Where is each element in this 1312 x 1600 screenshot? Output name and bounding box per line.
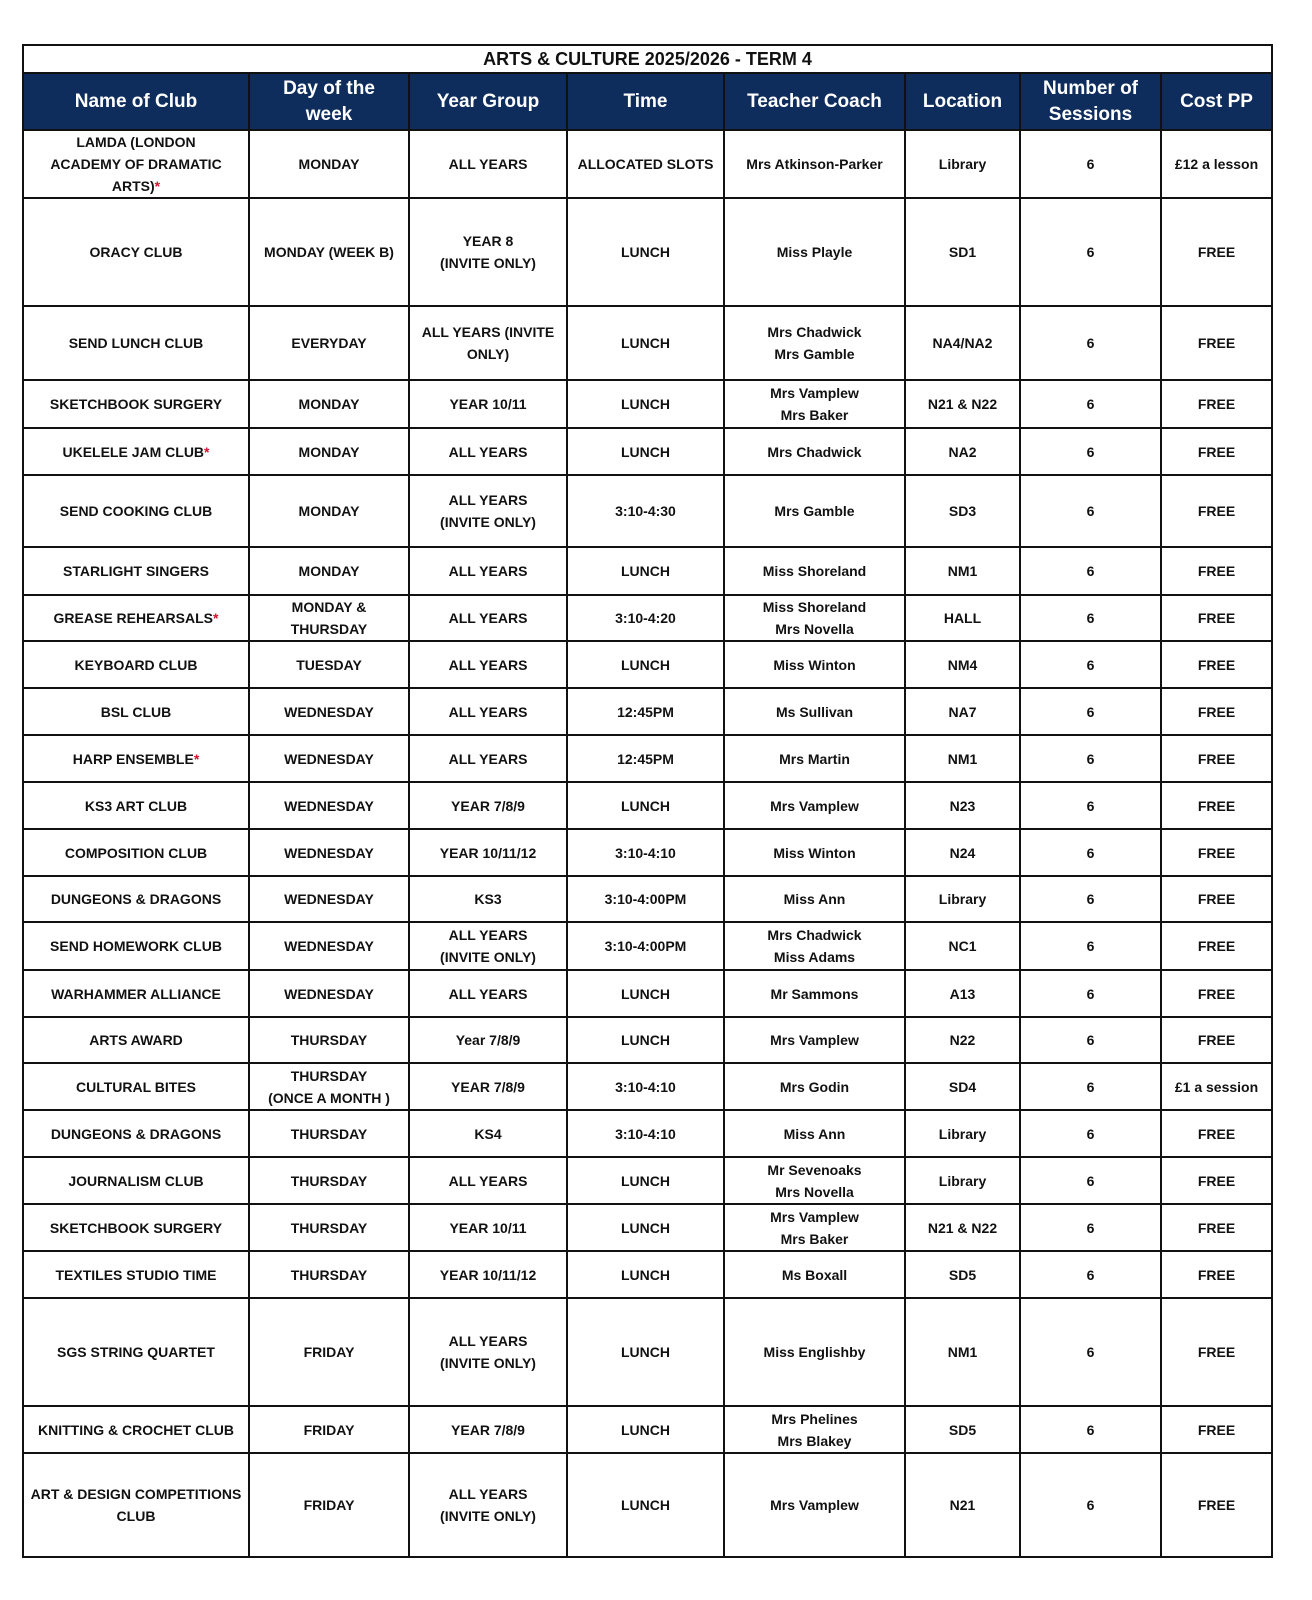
cell-day: THURSDAY — [249, 1017, 409, 1063]
cell-day: FRIDAY — [249, 1453, 409, 1557]
cell-time: LUNCH — [567, 1157, 724, 1204]
cell-time: LUNCH — [567, 306, 724, 380]
cell-cost: £1 a session — [1161, 1063, 1272, 1110]
cell-year-group: ALL YEARS (INVITE ONLY) — [409, 1298, 567, 1406]
table-row — [23, 306, 1272, 380]
cell-year-group: YEAR 7/8/9 — [409, 1406, 567, 1453]
cell-year-group: Year 7/8/9 — [409, 1017, 567, 1063]
cell-day: MONDAY — [249, 380, 409, 428]
club-name-text: KNITTING & CROCHET CLUB — [38, 1421, 234, 1438]
club-name-text: KEYBOARD CLUB — [74, 656, 198, 673]
club-name-text: ORACY CLUB — [89, 244, 183, 260]
cell-club-name — [23, 970, 249, 1017]
cell-year-group: YEAR 10/11/12 — [409, 1251, 567, 1298]
cell-sessions: 6 — [1020, 1406, 1161, 1453]
cell-sessions: 6 — [1020, 876, 1161, 922]
cell-club-name — [23, 1110, 249, 1157]
cell-teacher-coach: Mrs Martin — [724, 735, 905, 782]
cell-time: 3:10-4:30 — [567, 475, 724, 547]
cell-time: LUNCH — [567, 428, 724, 475]
column-header-time: Time — [567, 73, 724, 130]
table-row — [23, 922, 1272, 970]
cell-location: NM1 — [905, 1298, 1020, 1406]
cell-year-group: ALL YEARS — [409, 641, 567, 688]
cell-teacher-coach: Mrs Vamplew — [724, 1017, 905, 1063]
cell-teacher-coach: Miss Ann — [724, 1110, 905, 1157]
cell-club-name — [23, 1251, 249, 1298]
cell-teacher-coach: Mr Sevenoaks Mrs Novella — [724, 1157, 905, 1204]
column-header-day: Day of the week — [249, 73, 409, 130]
club-name-text: UKELELE JAM CLUB — [62, 443, 205, 460]
cell-day: FRIDAY — [249, 1298, 409, 1406]
cell-club-name — [23, 130, 249, 198]
cell-day: MONDAY — [249, 428, 409, 475]
cell-year-group: ALL YEARS — [409, 130, 567, 198]
cell-cost: FREE — [1161, 876, 1272, 922]
table-title: ARTS & CULTURE 2025/2026 - TERM 4 — [23, 45, 1272, 73]
club-name-text: GREASE REHEARSALS — [53, 610, 213, 626]
cell-club-name — [23, 380, 249, 428]
cell-cost: FREE — [1161, 1017, 1272, 1063]
column-header-teacher-coach: Teacher Coach — [724, 73, 905, 130]
cell-cost: FREE — [1161, 1157, 1272, 1204]
cell-club-name — [23, 1017, 249, 1063]
cell-cost: FREE — [1161, 782, 1272, 829]
cell-day: WEDNESDAY — [249, 782, 409, 829]
club-name-text: STARLIGHT SINGERS — [63, 563, 209, 579]
club-name-text: SEND COOKING CLUB — [59, 503, 213, 519]
cell-time: 12:45PM — [567, 688, 724, 735]
cell-club-name — [23, 547, 249, 595]
cell-cost: FREE — [1161, 1453, 1272, 1557]
cell-year-group: YEAR 8 (INVITE ONLY) — [409, 198, 567, 306]
table-row — [23, 782, 1272, 829]
cell-day: MONDAY — [249, 475, 409, 547]
cell-day: MONDAY (WEEK B) — [249, 198, 409, 306]
cell-time: LUNCH — [567, 970, 724, 1017]
cell-day: WEDNESDAY — [249, 735, 409, 782]
cell-location: Library — [905, 1157, 1020, 1204]
cell-teacher-coach: Mrs Vamplew Mrs Baker — [724, 1204, 905, 1251]
cell-cost: FREE — [1161, 547, 1272, 595]
table-row — [23, 1298, 1272, 1406]
cell-year-group: YEAR 7/8/9 — [409, 1063, 567, 1110]
cell-location: N23 — [905, 782, 1020, 829]
cell-day: THURSDAY — [249, 1204, 409, 1251]
cell-teacher-coach: Miss Ann — [724, 876, 905, 922]
table-row — [23, 428, 1272, 475]
cell-teacher-coach: Mrs Chadwick Mrs Gamble — [724, 306, 905, 380]
asterisk-marker: * — [204, 443, 210, 460]
clubs-table — [22, 44, 1273, 1558]
asterisk-marker: * — [193, 750, 200, 767]
cell-time: LUNCH — [567, 1298, 724, 1406]
cell-teacher-coach: Mr Sammons — [724, 970, 905, 1017]
club-name-text: KS3 ART CLUB — [84, 797, 188, 814]
cell-cost: FREE — [1161, 688, 1272, 735]
cell-teacher-coach: Mrs Vamplew — [724, 1453, 905, 1557]
cell-year-group: YEAR 10/11 — [409, 1204, 567, 1251]
cell-sessions: 6 — [1020, 1017, 1161, 1063]
cell-club-name — [23, 876, 249, 922]
cell-year-group: YEAR 10/11/12 — [409, 829, 567, 876]
cell-sessions: 6 — [1020, 735, 1161, 782]
cell-teacher-coach: Mrs Chadwick — [724, 428, 905, 475]
header-row — [23, 73, 1272, 130]
table-row — [23, 1017, 1272, 1063]
cell-time: 3:10-4:10 — [567, 829, 724, 876]
cell-year-group: ALL YEARS — [409, 547, 567, 595]
cell-sessions: 6 — [1020, 428, 1161, 475]
cell-location: Library — [905, 876, 1020, 922]
cell-year-group: KS3 — [409, 876, 567, 922]
cell-time: LUNCH — [567, 1204, 724, 1251]
club-name-text: CULTURAL BITES — [75, 1078, 197, 1095]
cell-teacher-coach: Mrs Atkinson-Parker — [724, 130, 905, 198]
cell-day: MONDAY — [249, 547, 409, 595]
table-row — [23, 970, 1272, 1017]
cell-time: 3:10-4:10 — [567, 1063, 724, 1110]
cell-sessions: 6 — [1020, 547, 1161, 595]
cell-year-group: ALL YEARS (INVITE ONLY) — [409, 922, 567, 970]
cell-day: WEDNESDAY — [249, 876, 409, 922]
asterisk-marker: * — [154, 178, 161, 194]
cell-club-name — [23, 1063, 249, 1110]
cell-time: 3:10-4:20 — [567, 595, 724, 641]
cell-sessions: 6 — [1020, 1063, 1161, 1110]
cell-cost: FREE — [1161, 641, 1272, 688]
cell-teacher-coach: Miss Winton — [724, 641, 905, 688]
cell-location: NC1 — [905, 922, 1020, 970]
cell-day: FRIDAY — [249, 1406, 409, 1453]
cell-teacher-coach: Miss Englishby — [724, 1298, 905, 1406]
cell-time: LUNCH — [567, 547, 724, 595]
cell-year-group: ALL YEARS — [409, 688, 567, 735]
cell-location: NM1 — [905, 735, 1020, 782]
table-row — [23, 1157, 1272, 1204]
cell-sessions: 6 — [1020, 922, 1161, 970]
table-row — [23, 1110, 1272, 1157]
cell-teacher-coach: Mrs Gamble — [724, 475, 905, 547]
cell-club-name — [23, 428, 249, 475]
cell-location: SD4 — [905, 1063, 1020, 1110]
cell-sessions: 6 — [1020, 1453, 1161, 1557]
cell-location: Library — [905, 130, 1020, 198]
cell-location: SD5 — [905, 1251, 1020, 1298]
cell-club-name — [23, 198, 249, 306]
cell-location: N21 & N22 — [905, 1204, 1020, 1251]
table-row — [23, 641, 1272, 688]
cell-time: LUNCH — [567, 1251, 724, 1298]
club-name-text: SEND HOMEWORK CLUB — [50, 938, 222, 954]
column-header-cost: Cost PP — [1161, 73, 1272, 130]
cell-day: WEDNESDAY — [249, 829, 409, 876]
cell-teacher-coach: Ms Sullivan — [724, 688, 905, 735]
cell-day: THURSDAY — [249, 1110, 409, 1157]
table-row — [23, 829, 1272, 876]
cell-location: NM4 — [905, 641, 1020, 688]
cell-cost: FREE — [1161, 595, 1272, 641]
cell-club-name — [23, 306, 249, 380]
cell-location: N24 — [905, 829, 1020, 876]
cell-cost: FREE — [1161, 475, 1272, 547]
club-name-text: HARP ENSEMBLE — [72, 750, 194, 767]
cell-club-name — [23, 782, 249, 829]
table-row — [23, 1453, 1272, 1557]
cell-cost: FREE — [1161, 380, 1272, 428]
cell-year-group: ALL YEARS — [409, 428, 567, 475]
table-row — [23, 688, 1272, 735]
cell-location: N21 — [905, 1453, 1020, 1557]
cell-cost: FREE — [1161, 735, 1272, 782]
cell-year-group: ALL YEARS (INVITE ONLY) — [409, 475, 567, 547]
cell-sessions: 6 — [1020, 130, 1161, 198]
club-name-text: LAMDA (LONDON ACADEMY OF DRAMATIC ARTS) — [50, 134, 222, 194]
cell-time: LUNCH — [567, 1406, 724, 1453]
cell-cost: FREE — [1161, 198, 1272, 306]
club-name-text: SKETCHBOOK SURGERY — [49, 396, 223, 412]
cell-day: TUESDAY — [249, 641, 409, 688]
cell-location: HALL — [905, 595, 1020, 641]
cell-year-group: YEAR 7/8/9 — [409, 782, 567, 829]
cell-time: LUNCH — [567, 641, 724, 688]
cell-day: WEDNESDAY — [249, 922, 409, 970]
club-name-text: BSL CLUB — [100, 703, 172, 720]
table-row — [23, 1063, 1272, 1110]
cell-time: LUNCH — [567, 380, 724, 428]
table-row — [23, 1251, 1272, 1298]
cell-time: 3:10-4:00PM — [567, 876, 724, 922]
club-name-text: SGS STRING QUARTET — [57, 1344, 215, 1360]
table-row — [23, 595, 1272, 641]
cell-year-group: ALL YEARS — [409, 970, 567, 1017]
cell-day: THURSDAY — [249, 1157, 409, 1204]
cell-sessions: 6 — [1020, 1204, 1161, 1251]
club-name-text: DUNGEONS & DRAGONS — [50, 1125, 222, 1142]
cell-location: SD5 — [905, 1406, 1020, 1453]
cell-teacher-coach: Mrs Vamplew — [724, 782, 905, 829]
cell-club-name — [23, 829, 249, 876]
cell-location: A13 — [905, 970, 1020, 1017]
column-header-year-group: Year Group — [409, 73, 567, 130]
cell-time: LUNCH — [567, 1453, 724, 1557]
cell-sessions: 6 — [1020, 1298, 1161, 1406]
cell-teacher-coach: Mrs Phelines Mrs Blakey — [724, 1406, 905, 1453]
cell-sessions: 6 — [1020, 782, 1161, 829]
club-name-text: SKETCHBOOK SURGERY — [49, 1219, 223, 1236]
cell-sessions: 6 — [1020, 1157, 1161, 1204]
cell-time: 3:10-4:10 — [567, 1110, 724, 1157]
table-row — [23, 547, 1272, 595]
cell-club-name — [23, 1298, 249, 1406]
cell-club-name — [23, 1204, 249, 1251]
cell-cost: FREE — [1161, 1204, 1272, 1251]
cell-day: THURSDAY (ONCE A MONTH ) — [249, 1063, 409, 1110]
cell-teacher-coach: Miss Playle — [724, 198, 905, 306]
cell-day: MONDAY & THURSDAY — [249, 595, 409, 641]
column-header-location: Location — [905, 73, 1020, 130]
cell-day: WEDNESDAY — [249, 688, 409, 735]
cell-time: 3:10-4:00PM — [567, 922, 724, 970]
cell-time: LUNCH — [567, 1017, 724, 1063]
cell-club-name — [23, 1406, 249, 1453]
cell-sessions: 6 — [1020, 1110, 1161, 1157]
cell-sessions: 6 — [1020, 475, 1161, 547]
table-row — [23, 876, 1272, 922]
cell-club-name — [23, 1157, 249, 1204]
table-row — [23, 1406, 1272, 1453]
cell-location: SD1 — [905, 198, 1020, 306]
cell-cost: FREE — [1161, 1406, 1272, 1453]
club-name-text: DUNGEONS & DRAGONS — [50, 891, 222, 907]
cell-day: MONDAY — [249, 130, 409, 198]
cell-cost: £12 a lesson — [1161, 130, 1272, 198]
cell-sessions: 6 — [1020, 198, 1161, 306]
club-name-text: SEND LUNCH CLUB — [68, 335, 204, 351]
cell-cost: FREE — [1161, 1298, 1272, 1406]
cell-location: NM1 — [905, 547, 1020, 595]
cell-year-group: ALL YEARS (INVITE ONLY) — [409, 1453, 567, 1557]
club-name-text: COMPOSITION CLUB — [64, 844, 208, 861]
cell-club-name — [23, 688, 249, 735]
cell-time: LUNCH — [567, 198, 724, 306]
cell-location: N22 — [905, 1017, 1020, 1063]
table-row — [23, 735, 1272, 782]
club-name-text: TEXTILES STUDIO TIME — [55, 1266, 217, 1283]
asterisk-marker: * — [213, 610, 219, 626]
cell-year-group: ALL YEARS (INVITE ONLY) — [409, 306, 567, 380]
club-name-text: JOURNALISM CLUB — [68, 1172, 204, 1189]
cell-year-group: YEAR 10/11 — [409, 380, 567, 428]
table-row — [23, 130, 1272, 198]
cell-time: 12:45PM — [567, 735, 724, 782]
cell-year-group: ALL YEARS — [409, 595, 567, 641]
cell-location: NA7 — [905, 688, 1020, 735]
cell-cost: FREE — [1161, 306, 1272, 380]
cell-location: N21 & N22 — [905, 380, 1020, 428]
cell-day: WEDNESDAY — [249, 970, 409, 1017]
table-row — [23, 380, 1272, 428]
cell-cost: FREE — [1161, 922, 1272, 970]
cell-cost: FREE — [1161, 1251, 1272, 1298]
club-name-text: ARTS AWARD — [89, 1032, 183, 1048]
cell-sessions: 6 — [1020, 688, 1161, 735]
cell-year-group: ALL YEARS — [409, 735, 567, 782]
cell-year-group: ALL YEARS — [409, 1157, 567, 1204]
club-name-text: ART & DESIGN COMPETITIONS CLUB — [30, 1486, 242, 1524]
cell-year-group: KS4 — [409, 1110, 567, 1157]
column-header-sessions: Number of Sessions — [1020, 73, 1161, 130]
cell-cost: FREE — [1161, 428, 1272, 475]
cell-club-name — [23, 1453, 249, 1557]
cell-day: THURSDAY — [249, 1251, 409, 1298]
cell-teacher-coach: Mrs Godin — [724, 1063, 905, 1110]
cell-sessions: 6 — [1020, 595, 1161, 641]
cell-teacher-coach: Miss Shoreland — [724, 547, 905, 595]
cell-teacher-coach: Miss Winton — [724, 829, 905, 876]
table-row — [23, 198, 1272, 306]
cell-time: LUNCH — [567, 782, 724, 829]
cell-teacher-coach: Mrs Chadwick Miss Adams — [724, 922, 905, 970]
cell-sessions: 6 — [1020, 306, 1161, 380]
cell-location: NA2 — [905, 428, 1020, 475]
cell-day: EVERYDAY — [249, 306, 409, 380]
cell-cost: FREE — [1161, 1110, 1272, 1157]
cell-location: Library — [905, 1110, 1020, 1157]
cell-club-name — [23, 922, 249, 970]
cell-sessions: 6 — [1020, 641, 1161, 688]
cell-club-name — [23, 735, 249, 782]
cell-sessions: 6 — [1020, 970, 1161, 1017]
cell-club-name — [23, 595, 249, 641]
cell-cost: FREE — [1161, 829, 1272, 876]
cell-sessions: 6 — [1020, 829, 1161, 876]
club-name-text: WARHAMMER ALLIANCE — [51, 985, 221, 1002]
cell-cost: FREE — [1161, 970, 1272, 1017]
cell-club-name — [23, 475, 249, 547]
cell-teacher-coach: Ms Boxall — [724, 1251, 905, 1298]
cell-club-name — [23, 641, 249, 688]
cell-sessions: 6 — [1020, 380, 1161, 428]
cell-location: NA4/NA2 — [905, 306, 1020, 380]
cell-teacher-coach: Miss Shoreland Mrs Novella — [724, 595, 905, 641]
cell-teacher-coach: Mrs Vamplew Mrs Baker — [724, 380, 905, 428]
table-row — [23, 475, 1272, 547]
cell-sessions: 6 — [1020, 1251, 1161, 1298]
table-row — [23, 1204, 1272, 1251]
column-header-club-name: Name of Club — [23, 73, 249, 130]
cell-time: ALLOCATED SLOTS — [567, 130, 724, 198]
cell-location: SD3 — [905, 475, 1020, 547]
